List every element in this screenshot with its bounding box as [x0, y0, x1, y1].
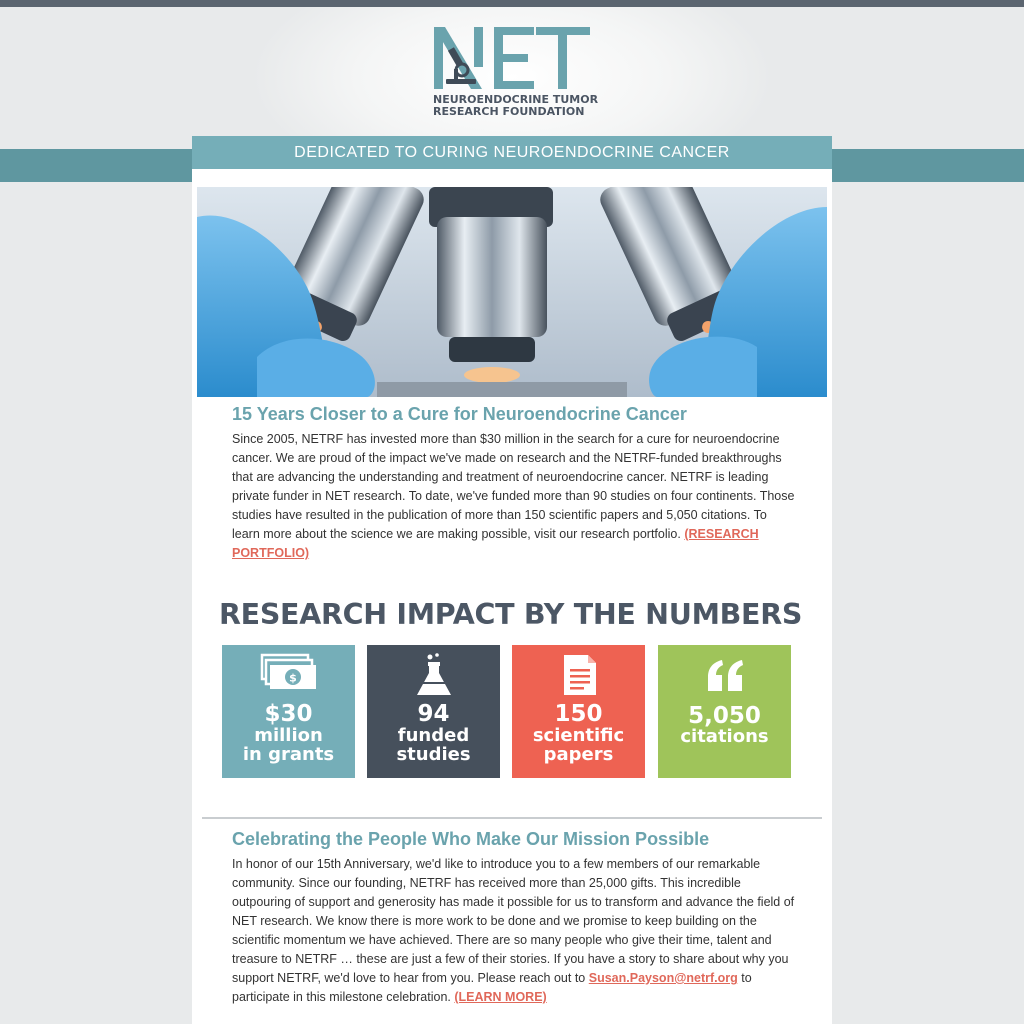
section2-body-text: In honor of our 15th Anniversary, we'd like to introduce you to a few members of our remarkable community. Since our founding, NETRF has received more than 25,000 gifts. This incredible outpouring of support and generosity has made it possible for us to transform and advance the field of NET research. We know there is more work to be done and we promise to keep building on the scientific momentum we have achieved. There are so many people who give their time, talent and treasure to NETRF … these are just a few of their stories. If you have a story to share about why you support NETRF, we'd love to hear from you. Please reach out to — [232, 857, 795, 985]
microscope-icon — [432, 24, 592, 94]
top-strip — [0, 0, 1024, 7]
section2-body-end: to participate in this milestone celebration. — [232, 971, 752, 1004]
stat-tile-studies — [367, 645, 500, 778]
stat-label-1: funded — [397, 725, 470, 746]
netrf-logo[interactable] — [432, 24, 599, 124]
hero-image — [197, 187, 827, 397]
numbers-title: RESEARCH IMPACT BY THE NUMBERS — [219, 598, 803, 631]
svg-text:$: $ — [289, 671, 297, 685]
stat-label-2: in grants — [242, 744, 335, 765]
tagline-bar: DEDICATED TO CURING NEUROENDOCRINE CANCER — [192, 136, 832, 169]
stat-number: 94 — [417, 701, 450, 727]
research-portfolio-link[interactable]: (RESEARCH PORTFOLIO) — [232, 527, 759, 560]
logo-line-2: RESEARCH FOUNDATION — [433, 105, 585, 118]
stat-tile-papers — [512, 645, 645, 778]
quote-icon — [658, 653, 791, 699]
section1-body-text: Since 2005, NETRF has invested more than $30 million in the search for a cure for neuroendocrine cancer. We are proud of the impact we've made on research and the NETRF-funded breakthroughs that are advancing the understanding and treatment of neuroendocrine cancer. NETRF is leading private funder in NET research. To date, we've funded more than 90 studies on four continents. Those studies have resulted in the publication of more than 150 scientific papers and 5,050 citations. To learn more about the science we are making possible, visit our research portfolio. — [232, 432, 795, 541]
document-icon — [512, 653, 645, 699]
email-link[interactable]: Susan.Payson@netrf.org — [588, 971, 738, 985]
flask-icon — [367, 653, 500, 699]
money-icon — [222, 653, 355, 699]
section-divider — [202, 817, 822, 819]
section2-title: Celebrating the People Who Make Our Mission Possible — [232, 829, 710, 849]
stat-number: 150 — [554, 701, 603, 727]
learn-more-link[interactable]: (LEARN MORE) — [454, 990, 547, 1004]
section2-body — [232, 855, 797, 1007]
stat-tile-grants — [222, 645, 355, 778]
logo-wordmark — [433, 94, 603, 118]
stat-label-2: papers — [543, 744, 614, 765]
stat-tile-citations — [658, 645, 791, 778]
email-content — [192, 136, 832, 1024]
logo-line-1: NEUROENDOCRINE TUMOR — [433, 93, 599, 106]
stat-number: 5,050 — [688, 703, 761, 729]
stat-number: $30 — [264, 701, 313, 727]
stat-label-1: million — [254, 725, 323, 746]
stat-label-1: citations — [680, 726, 769, 747]
stat-label-1: scientific — [532, 725, 625, 746]
section1-body — [232, 430, 797, 563]
stat-label-2: studies — [396, 744, 471, 765]
section1-title: 15 Years Closer to a Cure for Neuroendocrine Cancer — [232, 404, 687, 424]
